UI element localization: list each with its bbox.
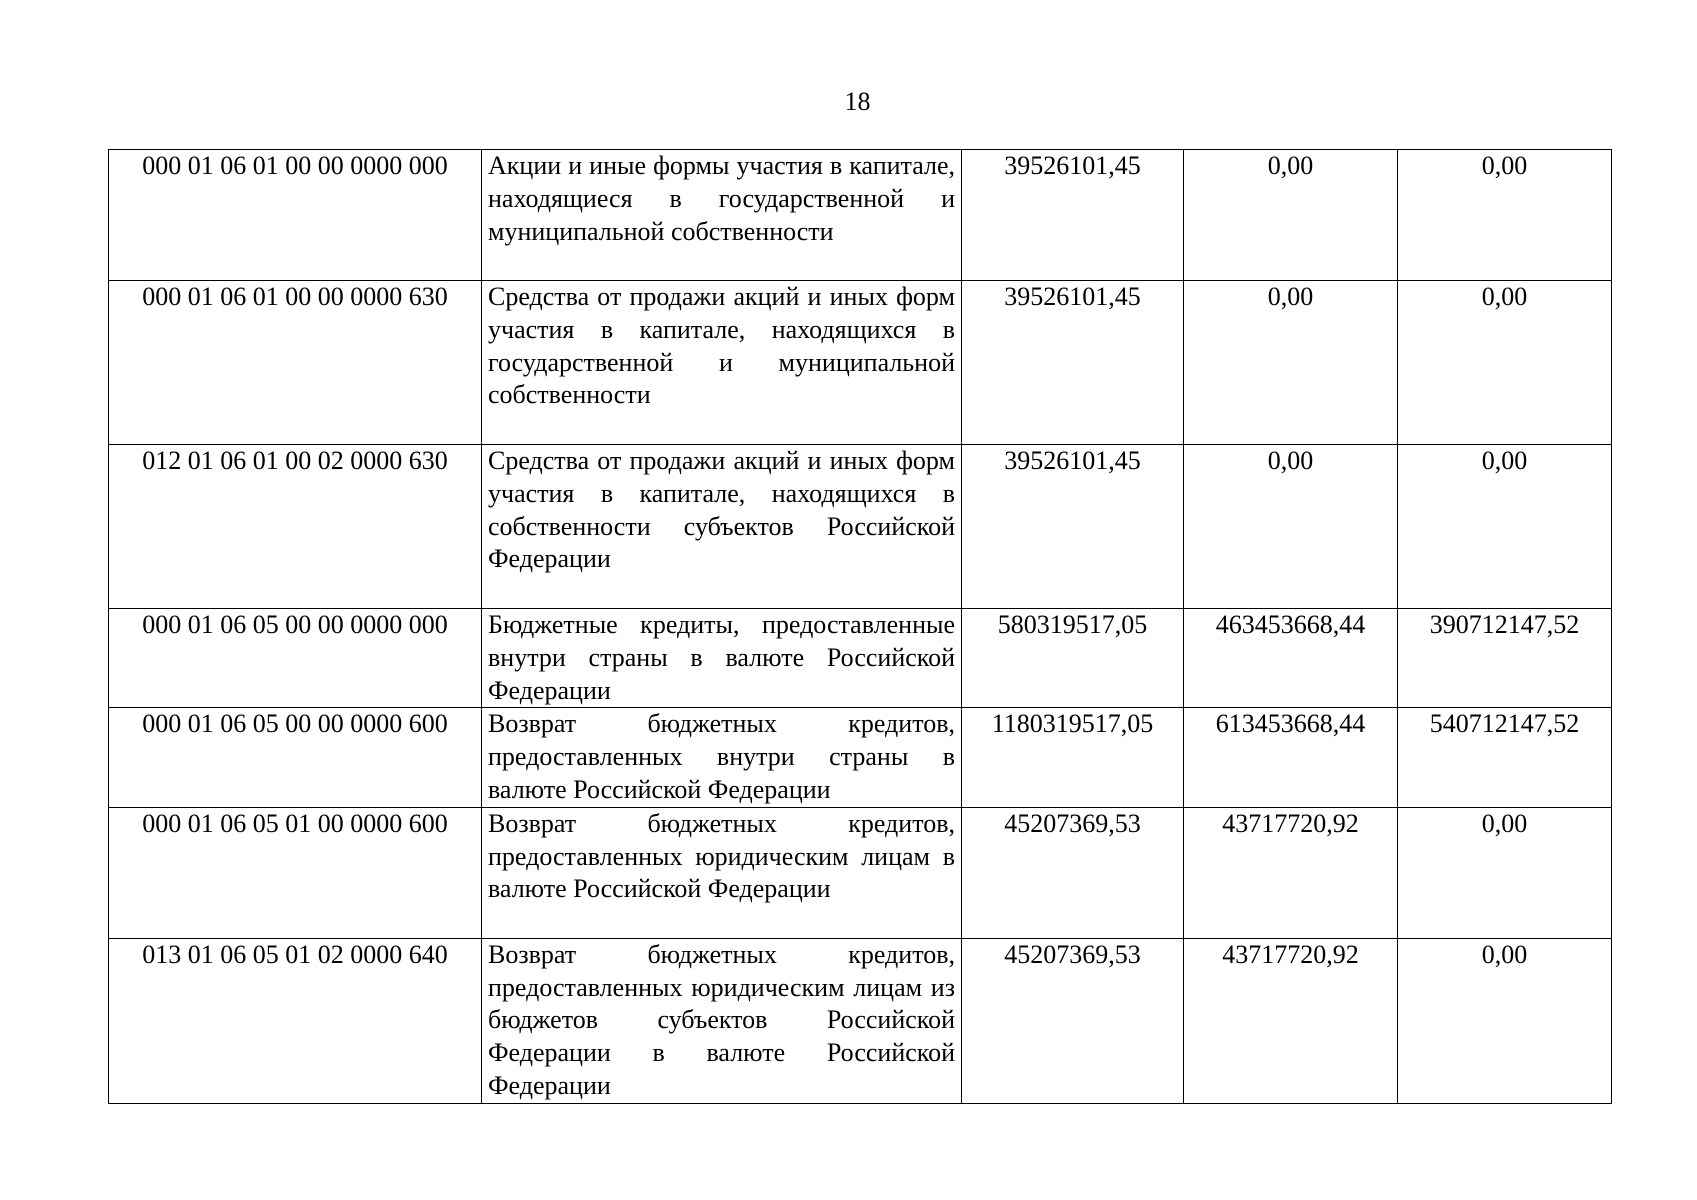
amount-year1-cell: 45207369,53 [962,938,1184,1103]
amount-year3-cell: 0,00 [1398,445,1612,609]
amount-year3-cell: 0,00 [1398,807,1612,938]
amount-year1-cell: 39526101,45 [962,150,1184,281]
amount-year2-cell: 0,00 [1184,445,1398,609]
table-row [109,938,1612,1103]
budget-sources-table [108,149,1612,1104]
table-row [109,445,1612,609]
classification-code-cell: 000 01 06 01 00 00 0000 630 [109,281,482,445]
table-row [109,150,1612,281]
table-row [109,281,1612,445]
table-row [109,708,1612,807]
amount-year3-cell: 390712147,52 [1398,609,1612,708]
item-name-cell: Средства от продажи акций и иных форм участия в капитале, находящихся в государственной и муниципальной собственности [482,281,962,445]
classification-code-cell: 000 01 06 05 00 00 0000 000 [109,609,482,708]
item-name-cell: Возврат бюджетных кредитов, предоставленных юридическим лицам в валюте Российской Федерации [482,807,962,938]
table-row [109,807,1612,938]
amount-year2-cell: 0,00 [1184,150,1398,281]
item-name-cell: Возврат бюджетных кредитов, предоставленных внутри страны в валюте Российской Федерации [482,708,962,807]
amount-year2-cell: 613453668,44 [1184,708,1398,807]
amount-year1-cell: 580319517,05 [962,609,1184,708]
item-name-cell: Акции и иные формы участия в капитале, находящиеся в государственной и муниципальной собственности [482,150,962,281]
classification-code-cell: 000 01 06 05 01 00 0000 600 [109,807,482,938]
classification-code-cell: 012 01 06 01 00 02 0000 630 [109,445,482,609]
table-row [109,609,1612,708]
amount-year3-cell: 0,00 [1398,281,1612,445]
amount-year2-cell: 0,00 [1184,281,1398,445]
classification-code-cell: 013 01 06 05 01 02 0000 640 [109,938,482,1103]
item-name-cell: Бюджетные кредиты, предоставленные внутри страны в валюте Российской Федерации [482,609,962,708]
amount-year2-cell: 463453668,44 [1184,609,1398,708]
item-name-cell: Средства от продажи акций и иных форм участия в капитале, находящихся в собственности субъектов Российской Федерации [482,445,962,609]
amount-year2-cell: 43717720,92 [1184,938,1398,1103]
amount-year1-cell: 39526101,45 [962,281,1184,445]
amount-year3-cell: 540712147,52 [1398,708,1612,807]
amount-year3-cell: 0,00 [1398,150,1612,281]
amount-year1-cell: 1180319517,05 [962,708,1184,807]
page-number: 18 [844,87,871,116]
amount-year3-cell: 0,00 [1398,938,1612,1103]
amount-year1-cell: 45207369,53 [962,807,1184,938]
amount-year2-cell: 43717720,92 [1184,807,1398,938]
item-name-cell: Возврат бюджетных кредитов, предоставленных юридическим лицам из бюджетов субъектов Российской Федерации в валюте Российской Федерации [482,938,962,1103]
classification-code-cell: 000 01 06 01 00 00 0000 000 [109,150,482,281]
classification-code-cell: 000 01 06 05 00 00 0000 600 [109,708,482,807]
amount-year1-cell: 39526101,45 [962,445,1184,609]
